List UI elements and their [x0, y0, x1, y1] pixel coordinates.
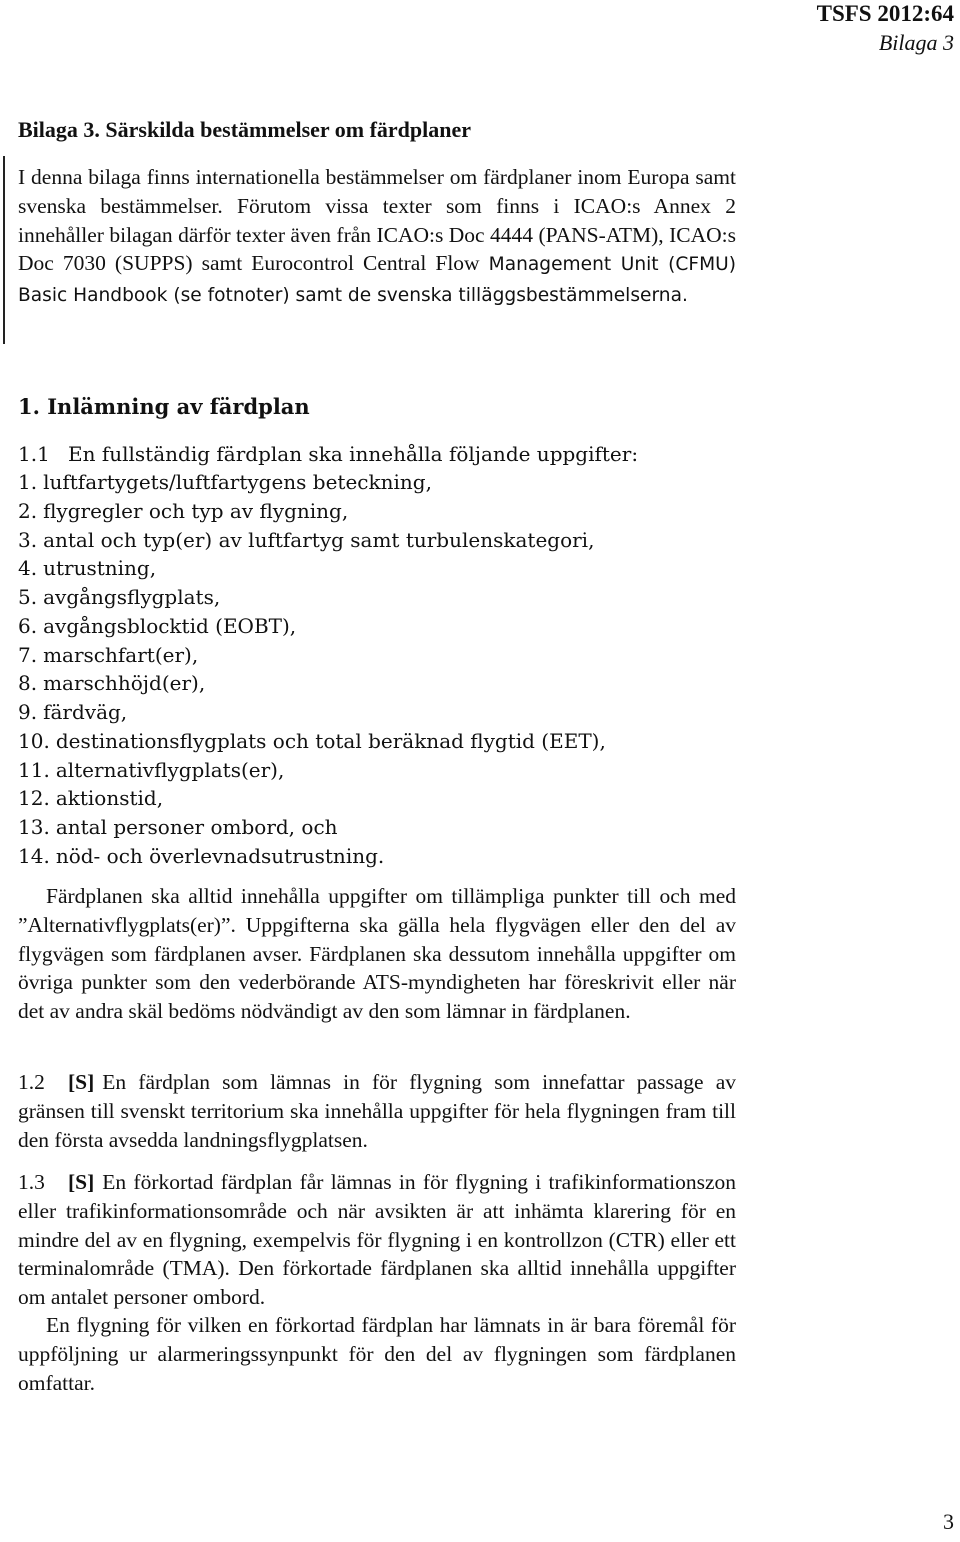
list-item-text: marschhöjd(er), — [43, 671, 206, 696]
list-item-text: utrustning, — [43, 556, 157, 581]
subsection-1-3 — [18, 1168, 736, 1312]
list-item-number: 10. — [18, 728, 50, 753]
subsection-1-1 — [18, 440, 638, 468]
list-item-text: avgångsblocktid (EOBT), — [43, 613, 297, 638]
list-item-text: nöd- och överlevnadsutrustning. — [55, 843, 385, 868]
list-item — [18, 842, 606, 871]
list-item-number: 8. — [18, 671, 38, 696]
list-item-number: 7. — [18, 642, 38, 667]
list-item-text: alternativflygplats(er), — [55, 757, 285, 782]
subsection-text: En färdplan som lämnas in för flygning som innefattar passage av gränsen till svenskt territorium ska innehålla uppgifter för hela flygningen fram till den första avsedda landningsflygplatsen. — [18, 1070, 736, 1152]
list-item-number: 9. — [18, 700, 38, 724]
list-item-number: 6. — [18, 613, 38, 638]
appendix-label: Bilaga 3 — [878, 30, 954, 55]
list-item — [18, 468, 606, 497]
list-item — [18, 698, 606, 727]
subsection-text: En fullständig färdplan ska innehålla följande uppgifter: — [68, 442, 639, 466]
list-item — [18, 756, 606, 785]
list-item — [18, 583, 606, 612]
subsection-1-2 — [18, 1068, 736, 1154]
list-item — [18, 727, 606, 756]
list-item-text: marschfart(er), — [43, 642, 199, 667]
list-item-text: antal och typ(er) av luftfartyg samt turbulenskategori, — [43, 527, 595, 552]
list-item — [18, 813, 606, 842]
list-item — [18, 669, 606, 698]
paragraph-after-list: Färdplanen ska alltid innehålla uppgifter om tillämpliga punkter till och med ”Alternativflygplats(er)”. Uppgifterna ska gälla hela flygvägen eller den del av flygvägen som färdplanen avser. Färdplanen ska dessutom innehålla uppgifter om övriga punkter som den vederbörande ATS-myndigheten har föreskrivit eller när det av andra skäl bedöms nödvändigt av den som lämnar in färdplanen. — [18, 884, 736, 1023]
swedish-rule-tag: [S] — [68, 1070, 95, 1094]
list-item-number: 12. — [18, 786, 50, 811]
intro-text-part2: Management Unit (CFMU) Basic Handbook (se fotnoter) samt de svenska tilläggsbestämmelserna. — [18, 254, 737, 307]
flight-plan-items-list — [18, 468, 606, 871]
intro-text-part1: I denna bilaga finns internationella bestämmelser om färdplaner inom Europa samt svenska bestämmelser. Förutom vissa texter som finns i ICAO:s Annex 2 innehåller bilagan därför texter även från ICAO:s Doc 4444 (PANS-ATM), ICAO:s Doc 7030 (SUPPS) samt Eurocontrol Central Flow — [18, 165, 736, 276]
list-item — [18, 554, 606, 583]
list-item — [18, 784, 606, 813]
list-item — [18, 497, 606, 526]
annex-title: Bilaga 3. Särskilda bestämmelser om färdplaner — [18, 117, 472, 142]
list-item-text: färdväg, — [43, 700, 128, 724]
list-item-text: antal personer ombord, och — [55, 815, 338, 839]
list-item-number: 1. — [18, 470, 38, 494]
list-item — [18, 612, 606, 641]
final-paragraph: En flygning för vilken en förkortad färdplan har lämnats in är bara föremål för uppföljning ur alarmeringssynpunkt för den del av flygningen som färdplanen omfattar. — [18, 1313, 736, 1395]
list-item-number: 3. — [18, 527, 38, 552]
subsection-text: En förkortad färdplan får lämnas in för flygning i trafikinformationszon eller trafikinformationsområde och när avsikten är att inhämta klarering för en mindre del av en flygning, exempelvis för flygning i en kontrollzon (CTR) eller ett terminalområde (TMA). Den förkortade färdplanen ska alltid innehålla uppgifter om antalet personer ombord. — [18, 1170, 736, 1309]
change-bar — [3, 156, 5, 344]
list-item-text: aktionstid, — [55, 786, 164, 811]
list-item-number: 13. — [18, 815, 50, 839]
subsection-number: 1.3 — [18, 1170, 45, 1194]
swedish-rule-tag: [S] — [68, 1170, 95, 1194]
page-header — [817, 0, 954, 58]
subsection-number: 1.2 — [18, 1070, 45, 1094]
list-item-number: 2. — [18, 498, 38, 523]
list-item — [18, 641, 606, 670]
list-item — [18, 526, 606, 555]
list-item-text: avgångsflygplats, — [43, 585, 221, 609]
list-item-number: 11. — [18, 757, 50, 782]
list-item-text: luftfartygets/luftfartygens beteckning, — [43, 470, 432, 494]
page-number: 3 — [943, 1509, 954, 1534]
list-item-number: 4. — [18, 556, 38, 581]
subsection-number: 1.1 — [18, 442, 50, 466]
section-title: 1. Inlämning av färdplan — [18, 394, 310, 419]
document-id: TSFS 2012:64 — [816, 1, 954, 26]
list-item-number: 5. — [18, 585, 38, 609]
list-item-number: 14. — [18, 843, 50, 868]
list-item-text: flygregler och typ av flygning, — [43, 498, 349, 523]
list-item-text: destinationsflygplats och total beräknad flygtid (EET), — [55, 728, 606, 753]
intro-paragraph — [18, 163, 736, 311]
